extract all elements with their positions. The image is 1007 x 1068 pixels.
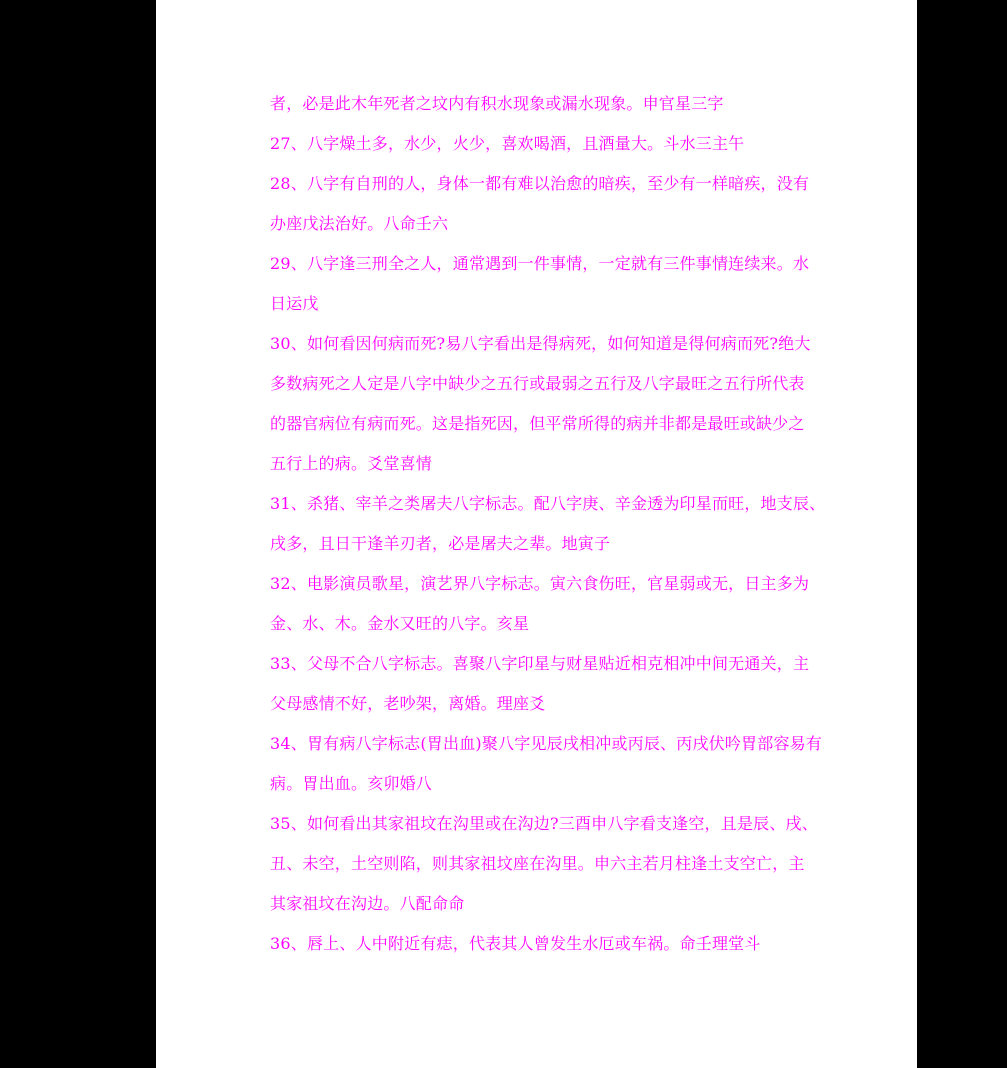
text-line: 34、胃有病八字标志(胃出血)聚八字见辰戌相冲或丙辰、丙戌伏吟胃部容易有 [270,734,823,753]
text-line: 33、父母不合八字标志。喜聚八字印星与财星贴近相克相冲中间无通关，主 [270,654,810,673]
text-line: 日运戊 [270,294,319,313]
text-line: 病。胃出血。亥卯婚八 [270,774,433,793]
text-line: 父母感情不好，老吵架，离婚。理座爻 [270,694,546,713]
text-line: 35、如何看出其家祖坟在沟里或在沟边?三酉申八字看支逢空，且是辰、戌、 [270,814,818,833]
text-line: 28、八字有自刑的人，身体一都有难以治愈的暗疾，至少有一样暗疾，没有 [270,174,810,193]
text-line: 29、八字逢三刑全之人，通常遇到一件事情，一定就有三件事情连续来。水 [270,254,810,273]
text-line: 其家祖坟在沟边。八配命命 [270,894,465,913]
text-line: 办座戊法治好。八命壬六 [270,214,449,233]
text-line: 者，必是此木年死者之坟内有积水现象或漏水现象。申官星三字 [270,94,724,113]
text-line: 五行上的病。爻堂喜情 [270,454,433,473]
text-line: 32、电影演员歌星，演艺界八字标志。寅六食伤旺，官星弱或无，日主多为 [270,574,810,593]
text-line: 金、水、木。金水又旺的八字。亥星 [270,614,530,633]
document-page [156,0,917,1068]
text-line: 36、唇上、人中附近有痣，代表其人曾发生水厄或车祸。命壬理堂斗 [270,934,761,953]
text-line: 丑、未空，土空则陷，则其家祖坟座在沟里。申六主若月柱逢土支空亡，主 [270,854,805,873]
text-line: 31、杀猪、宰羊之类屠夫八字标志。配八字庚、辛金透为印星而旺，地支辰、 [270,494,826,513]
text-line: 戌多，且日干逢羊刃者，必是屠夫之辈。地寅子 [270,534,611,553]
text-line: 多数病死之人定是八字中缺少之五行或最弱之五行及八字最旺之五行所代表 [270,374,805,393]
text-line: 的器官病位有病而死。这是指死因，但平常所得的病并非都是最旺或缺少之 [270,414,805,433]
document-text [270,84,826,964]
text-line: 27、八字燥土多，水少，火少，喜欢喝酒，且酒量大。斗水三主午 [270,134,745,153]
text-line: 30、如何看因何病而死?易八字看出是得病死，如何知道是得何病而死?绝大 [270,334,811,353]
